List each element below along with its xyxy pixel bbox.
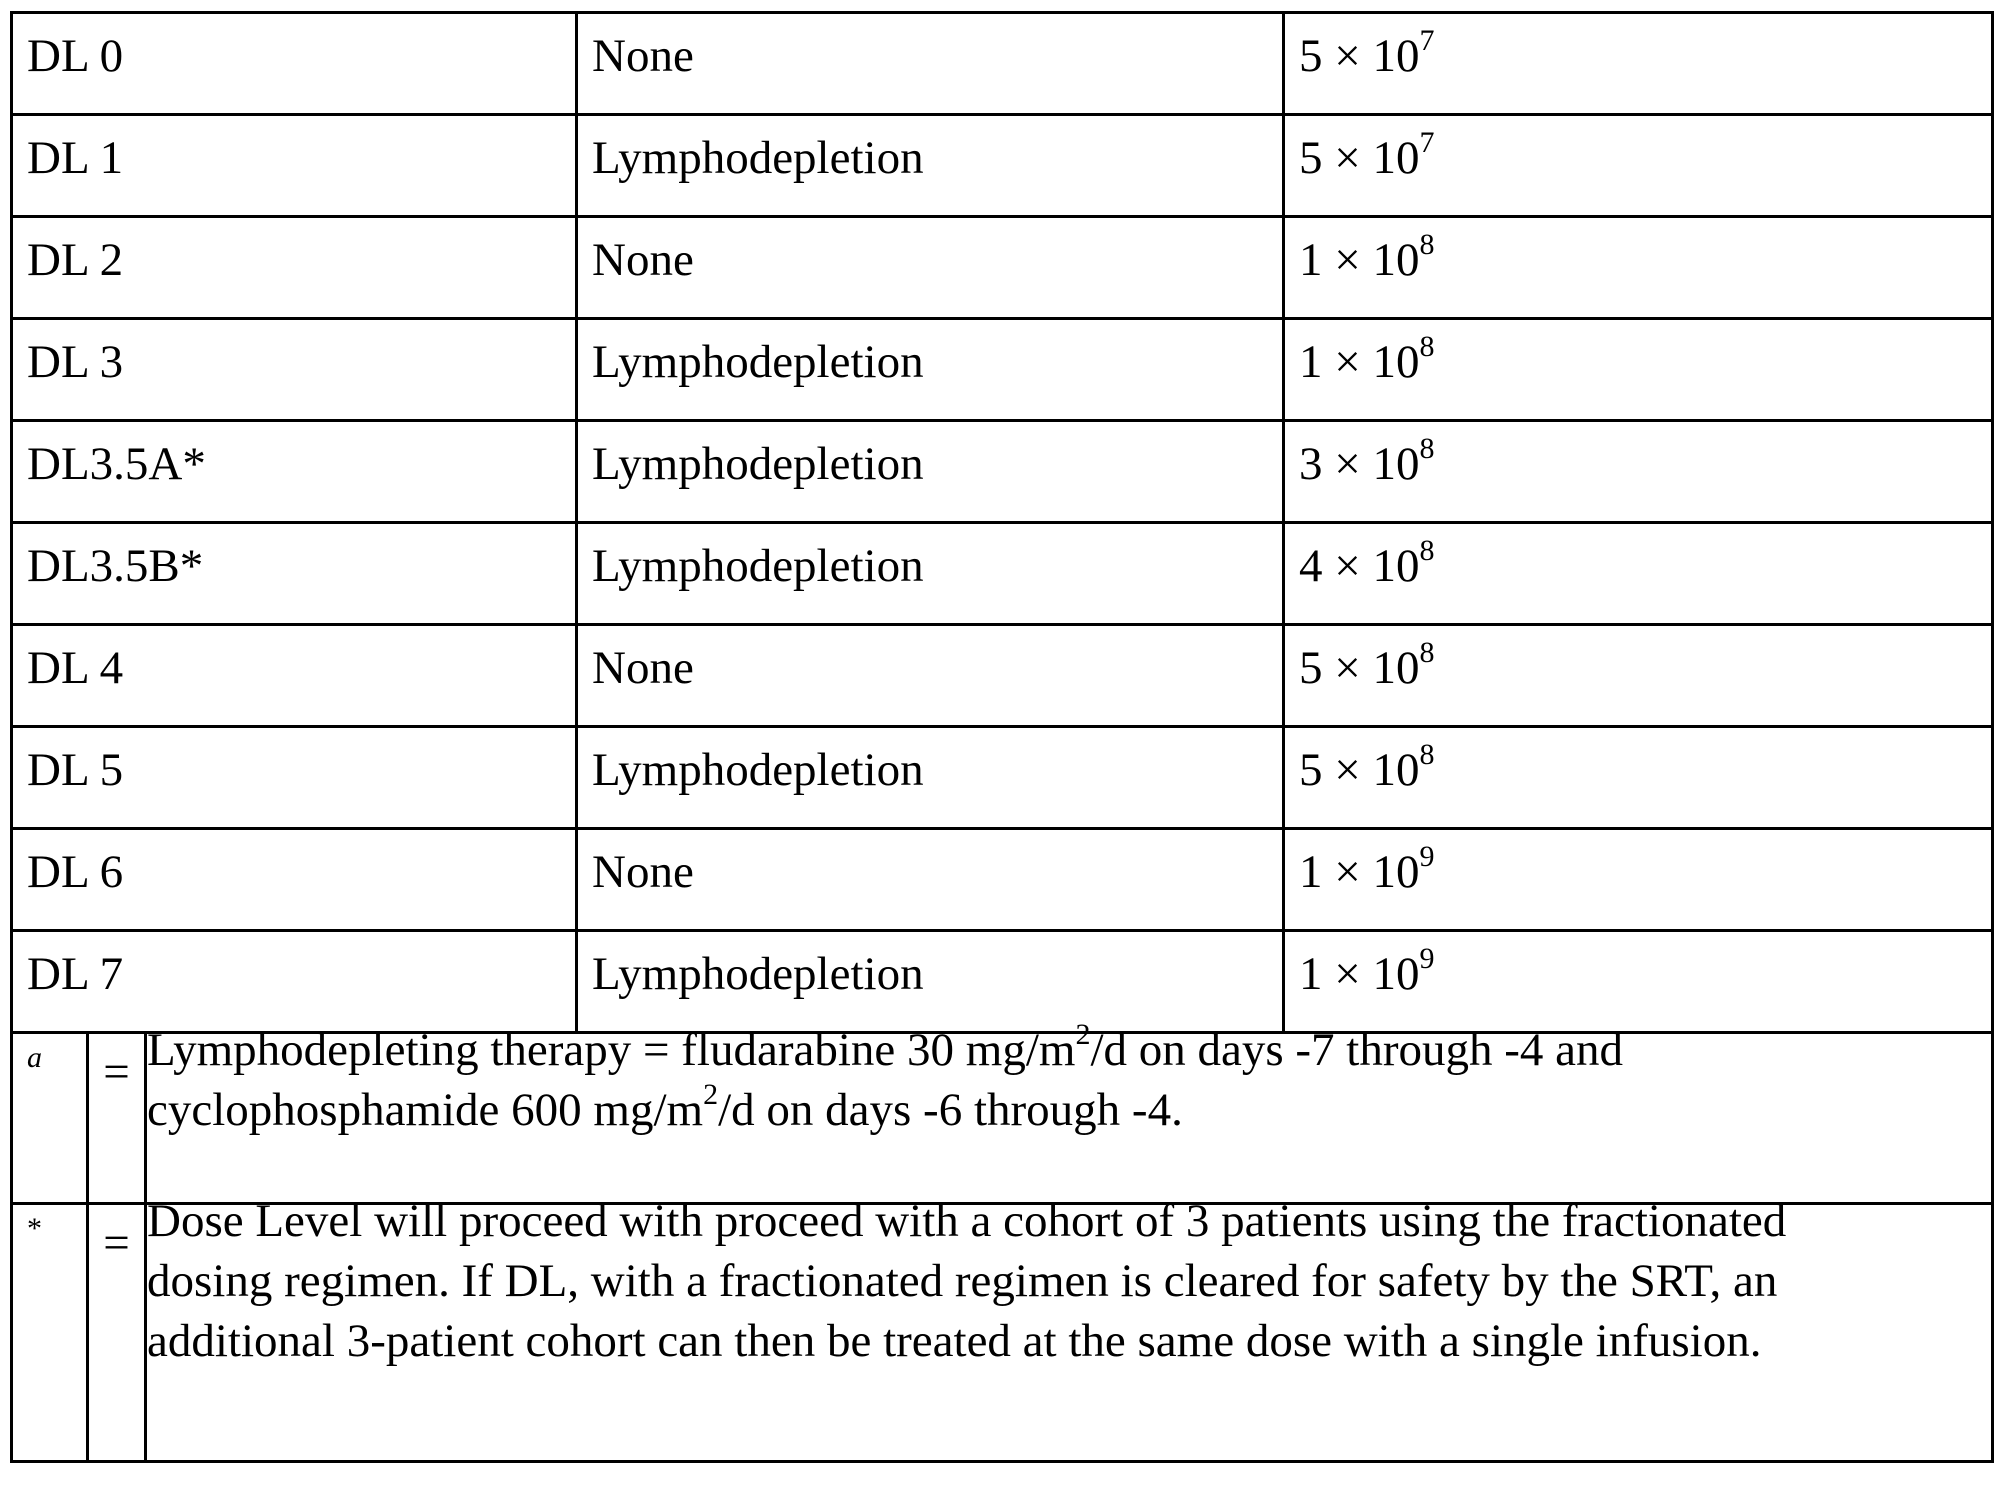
table-row xyxy=(12,829,1993,931)
dose-value: $1 \times 10^8$ xyxy=(1299,330,1435,388)
dose-value: $5 \times 10^7$ xyxy=(1299,24,1435,82)
footnote-marker-cell xyxy=(12,1204,88,1462)
dose-level-table xyxy=(10,11,1994,1463)
dose-cell xyxy=(1284,115,1993,217)
footnote-text-a xyxy=(146,1018,1993,1204)
conditioning-cell xyxy=(577,217,1284,319)
table-row xyxy=(12,931,1993,1033)
dose-exponent: 7 xyxy=(1419,24,1435,58)
dose-level-cell xyxy=(12,727,577,829)
conditioning-value: None xyxy=(592,234,694,286)
conditioning-cell xyxy=(577,319,1284,421)
conditioning-value: Lymphodepletion xyxy=(592,132,924,184)
dose-value: $1 \times 10^8$ xyxy=(1299,228,1435,286)
dose-value: $5 \times 10^8$ xyxy=(1299,738,1435,796)
dose-level-label: DL 0 xyxy=(27,30,124,82)
dose-level-label: DL 7 xyxy=(27,948,124,1000)
footnotes xyxy=(12,1018,1993,1462)
dose-level-cell xyxy=(12,829,577,931)
dose-cell xyxy=(1284,931,1993,1033)
footnote-marker-cell xyxy=(12,1033,88,1204)
dose-cell xyxy=(1284,523,1993,625)
conditioning-value: Lymphodepletion xyxy=(592,744,924,796)
dose-level-label: DL3.5A* xyxy=(27,438,206,490)
dose-level-label: DL 6 xyxy=(27,846,124,898)
conditioning-cell xyxy=(577,727,1284,829)
conditioning-cell xyxy=(577,115,1284,217)
conditioning-value: None xyxy=(592,30,694,82)
dose-value: $1 \times 10^9$ xyxy=(1299,942,1435,1000)
table-row xyxy=(12,115,1993,217)
dose-cell xyxy=(1284,727,1993,829)
conditioning-cell xyxy=(577,625,1284,727)
table-row xyxy=(12,523,1993,625)
footnote-text-asterisk xyxy=(146,1195,1993,1462)
dose-exponent: 8 xyxy=(1419,534,1435,568)
dose-level-label: DL3.5B* xyxy=(27,540,204,592)
footnote-row-a xyxy=(12,1033,1993,1204)
dose-value: $5 \times 10^8$ xyxy=(1299,636,1435,694)
conditioning-cell xyxy=(577,421,1284,523)
footnote-marker-a: a xyxy=(27,1041,42,1074)
conditioning-value: Lymphodepletion xyxy=(592,948,924,1000)
dose-exponent: 8 xyxy=(1419,432,1435,466)
dose-level-cell xyxy=(12,523,577,625)
dose-exponent: 8 xyxy=(1419,330,1435,364)
footnote-equals-cell xyxy=(88,1033,146,1204)
dose-level-cell xyxy=(12,13,577,115)
footnote-row-star xyxy=(12,1204,1993,1462)
table-row xyxy=(12,727,1993,829)
conditioning-cell xyxy=(577,829,1284,931)
footnote-line: cyclophosphamide 600 $mg/m^2/d$ on days -6 through -4. xyxy=(147,1078,1183,1136)
conditioning-value: Lymphodepletion xyxy=(592,540,924,592)
conditioning-cell xyxy=(577,931,1284,1033)
conditioning-cell xyxy=(577,13,1284,115)
dose-level-label: DL 5 xyxy=(27,744,124,796)
dose-value: $5 \times 10^7$ xyxy=(1299,126,1435,184)
dose-cell xyxy=(1284,217,1993,319)
conditioning-value: None xyxy=(592,642,694,694)
conditioning-value: Lymphodepletion xyxy=(592,336,924,388)
dose-level-label: DL 2 xyxy=(27,234,124,286)
dose-level-label: DL 4 xyxy=(27,642,124,694)
footnote-line: additional 3-patient cohort can then be treated at the same dose with a single infusion. xyxy=(147,1315,1762,1367)
dose-exponent: 8 xyxy=(1419,636,1435,670)
footnote-marker-asterisk: * xyxy=(27,1212,42,1245)
dose-exponent: 8 xyxy=(1419,738,1435,772)
equals-sign: = xyxy=(103,1046,130,1098)
dose-level-cell xyxy=(12,319,577,421)
dose-level-cell xyxy=(12,115,577,217)
equals-sign: = xyxy=(103,1217,130,1269)
dose-level-cell xyxy=(12,625,577,727)
dose-level-label: DL 1 xyxy=(27,132,124,184)
dose-cell xyxy=(1284,421,1993,523)
dose-value: $4 \times 10^8$ xyxy=(1299,534,1435,592)
table-row xyxy=(12,421,1993,523)
dose-cell xyxy=(1284,13,1993,115)
dose-exponent: 9 xyxy=(1419,942,1435,976)
footnote-line: Lymphodepleting therapy = fludarabine 30 $mg/m^2/d$ on days -7 through -4 and xyxy=(147,1018,1624,1076)
footnote-equals-cell xyxy=(88,1204,146,1462)
dose-cell xyxy=(1284,625,1993,727)
dose-cell xyxy=(1284,319,1993,421)
table-row xyxy=(12,625,1993,727)
dose-exponent: 8 xyxy=(1419,228,1435,262)
table-row xyxy=(12,319,1993,421)
table-row xyxy=(12,13,1993,115)
dose-level-rows xyxy=(12,13,1993,1033)
conditioning-value: None xyxy=(592,846,694,898)
dose-exponent: 9 xyxy=(1419,840,1435,874)
dose-cell xyxy=(1284,829,1993,931)
dose-value: $3 \times 10^8$ xyxy=(1299,432,1435,490)
conditioning-cell xyxy=(577,523,1284,625)
conditioning-value: Lymphodepletion xyxy=(592,438,924,490)
footnote-line: Dose Level will proceed with proceed with a cohort of 3 patients using the fractionated xyxy=(147,1195,1787,1247)
footnote-line: dosing regimen. If DL, with a fractionated regimen is cleared for safety by the SRT, an xyxy=(147,1255,1778,1307)
dose-level-cell xyxy=(12,217,577,319)
dose-level-cell xyxy=(12,421,577,523)
dose-level-label: DL 3 xyxy=(27,336,124,388)
table-row xyxy=(12,217,1993,319)
dose-value: $1 \times 10^9$ xyxy=(1299,840,1435,898)
dose-level-cell xyxy=(12,931,577,1033)
dose-exponent: 7 xyxy=(1419,126,1435,160)
